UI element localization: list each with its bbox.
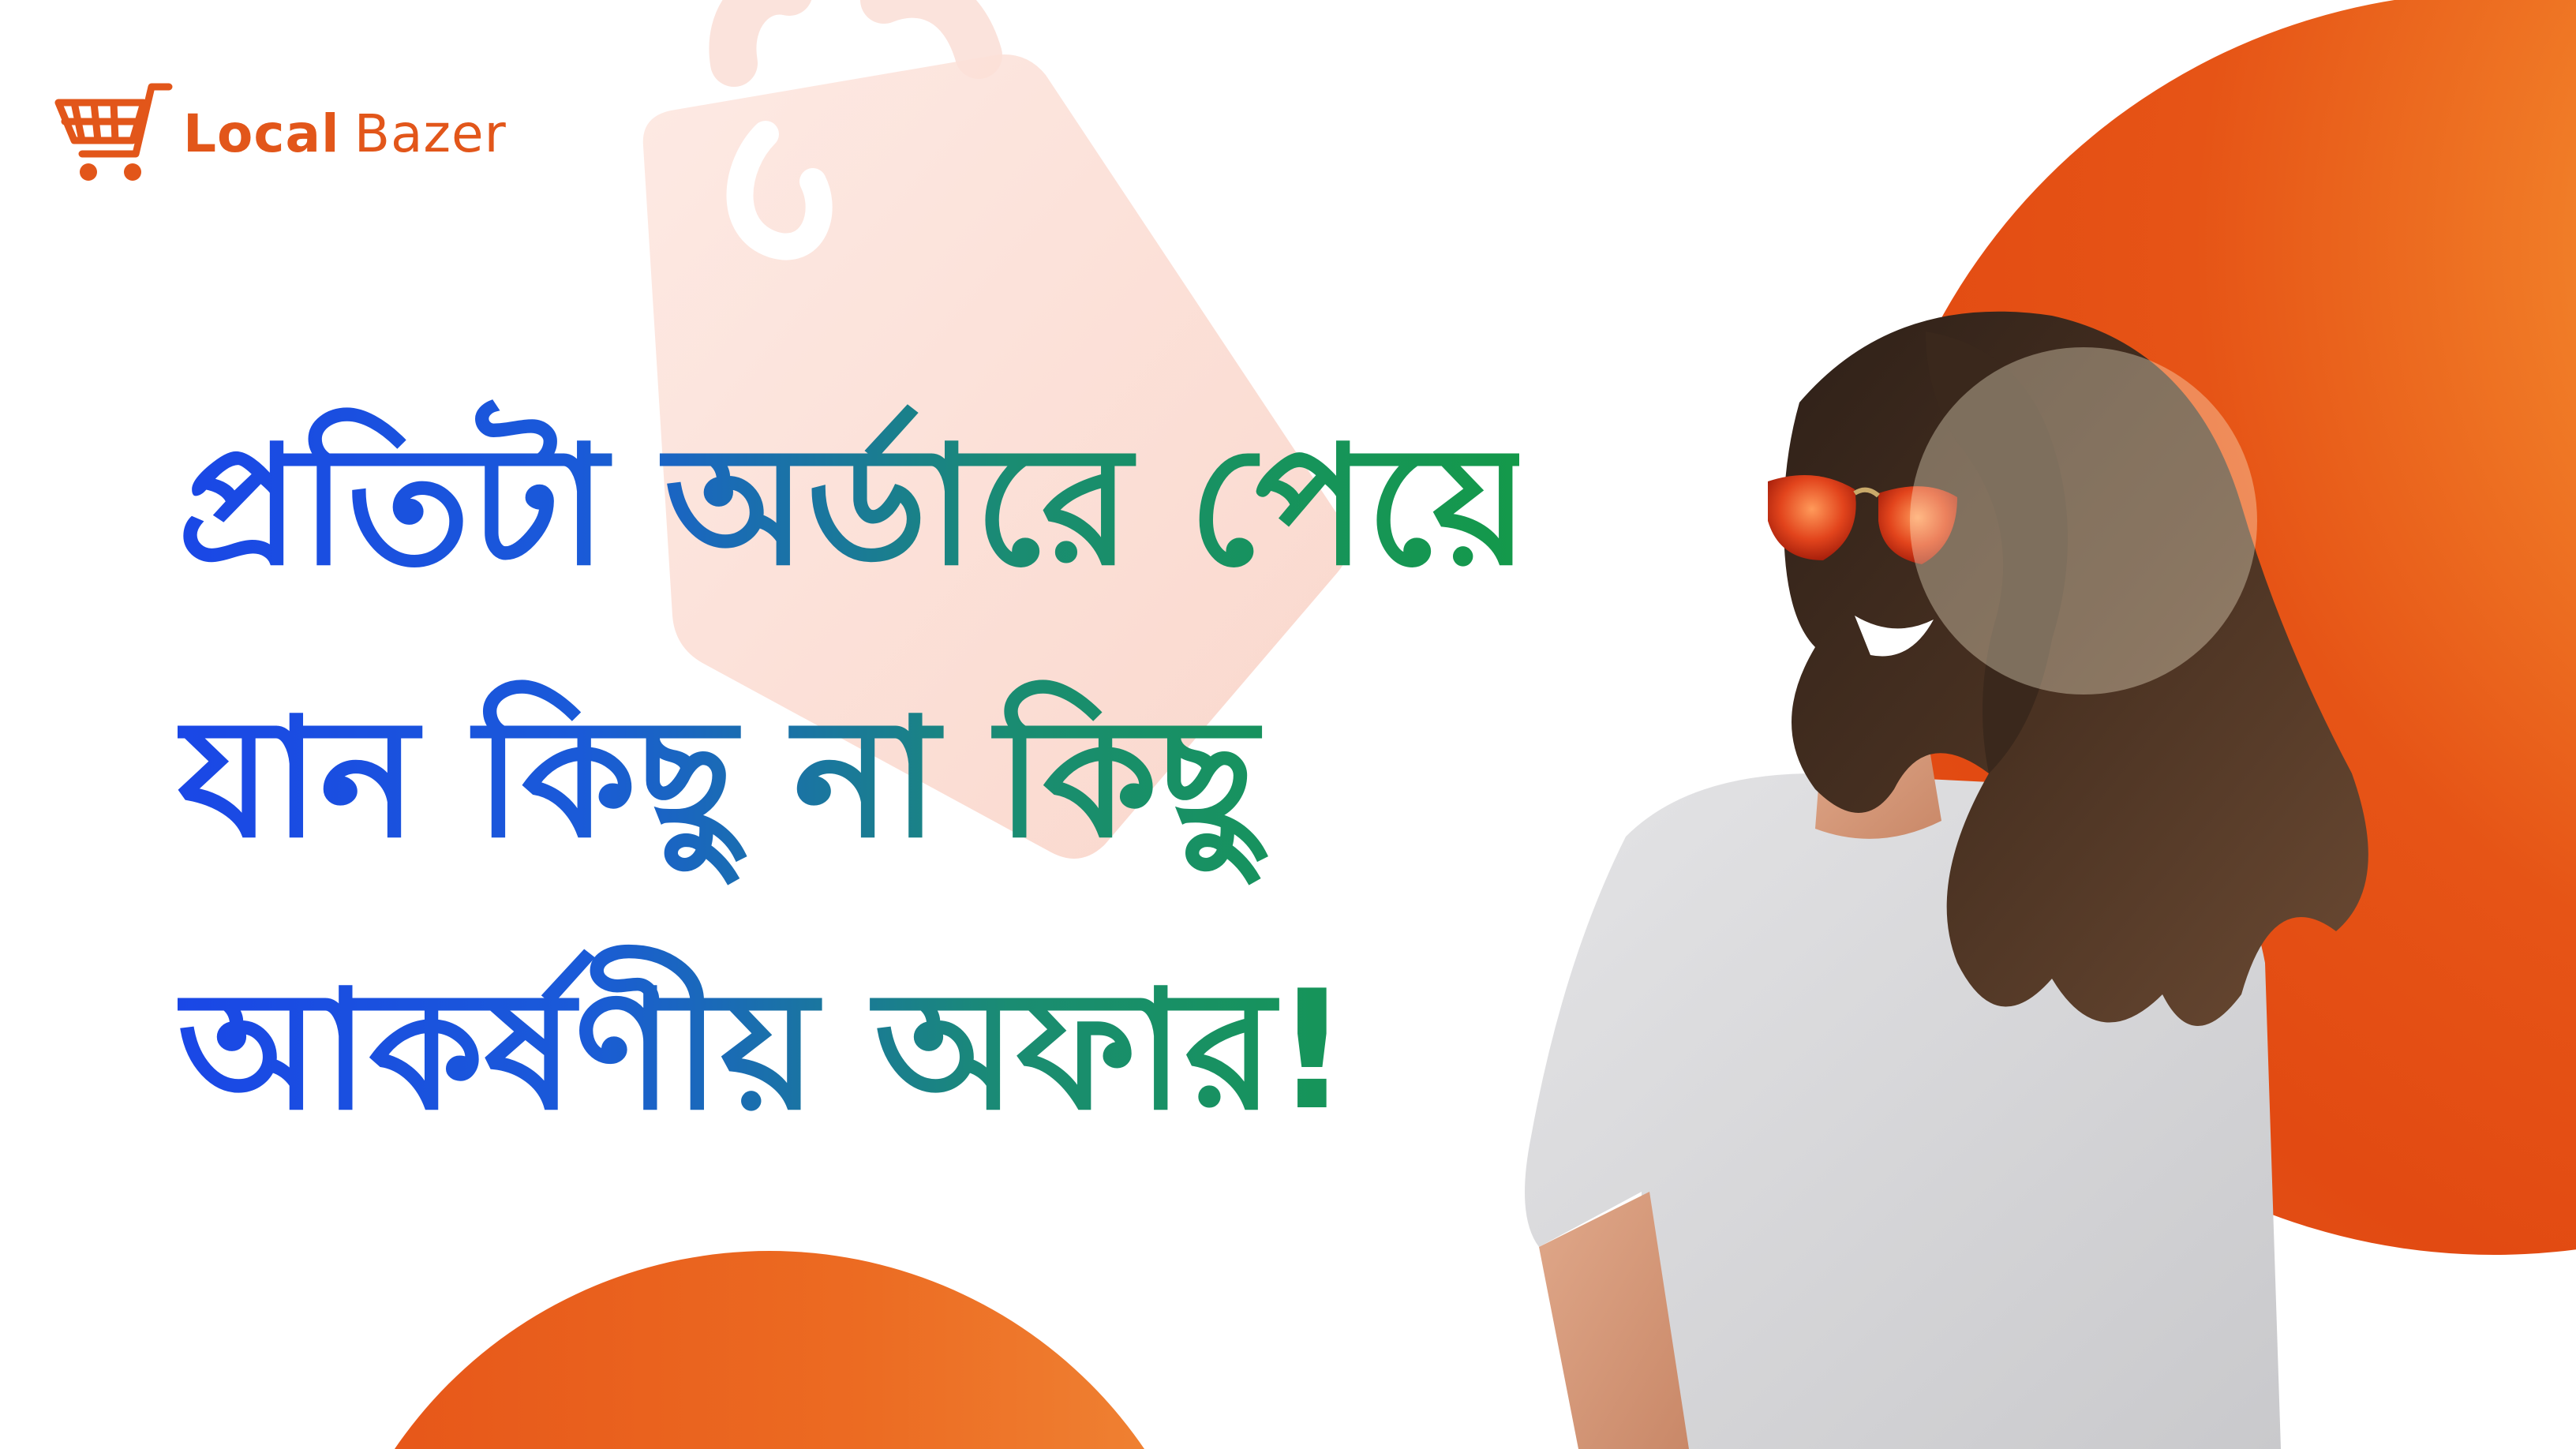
shopping-cart-icon	[51, 79, 177, 189]
brand-name-part2: Bazer	[354, 103, 507, 164]
woman-photo	[1484, 284, 2431, 1449]
offer-headline	[178, 371, 1530, 1188]
brand-name	[183, 103, 507, 164]
decor-circle-bottom	[316, 1251, 1223, 1449]
headline-line-2: যান কিছু না কিছু	[178, 643, 1519, 915]
brand-logo[interactable]	[51, 79, 507, 189]
brand-name-part1: Local	[183, 103, 340, 164]
headline-line-1: প্রতিটা অর্ডারে পেয়ে	[178, 371, 1519, 643]
headline-line-3: আকর্ষণীয় অফার!	[178, 915, 1519, 1188]
